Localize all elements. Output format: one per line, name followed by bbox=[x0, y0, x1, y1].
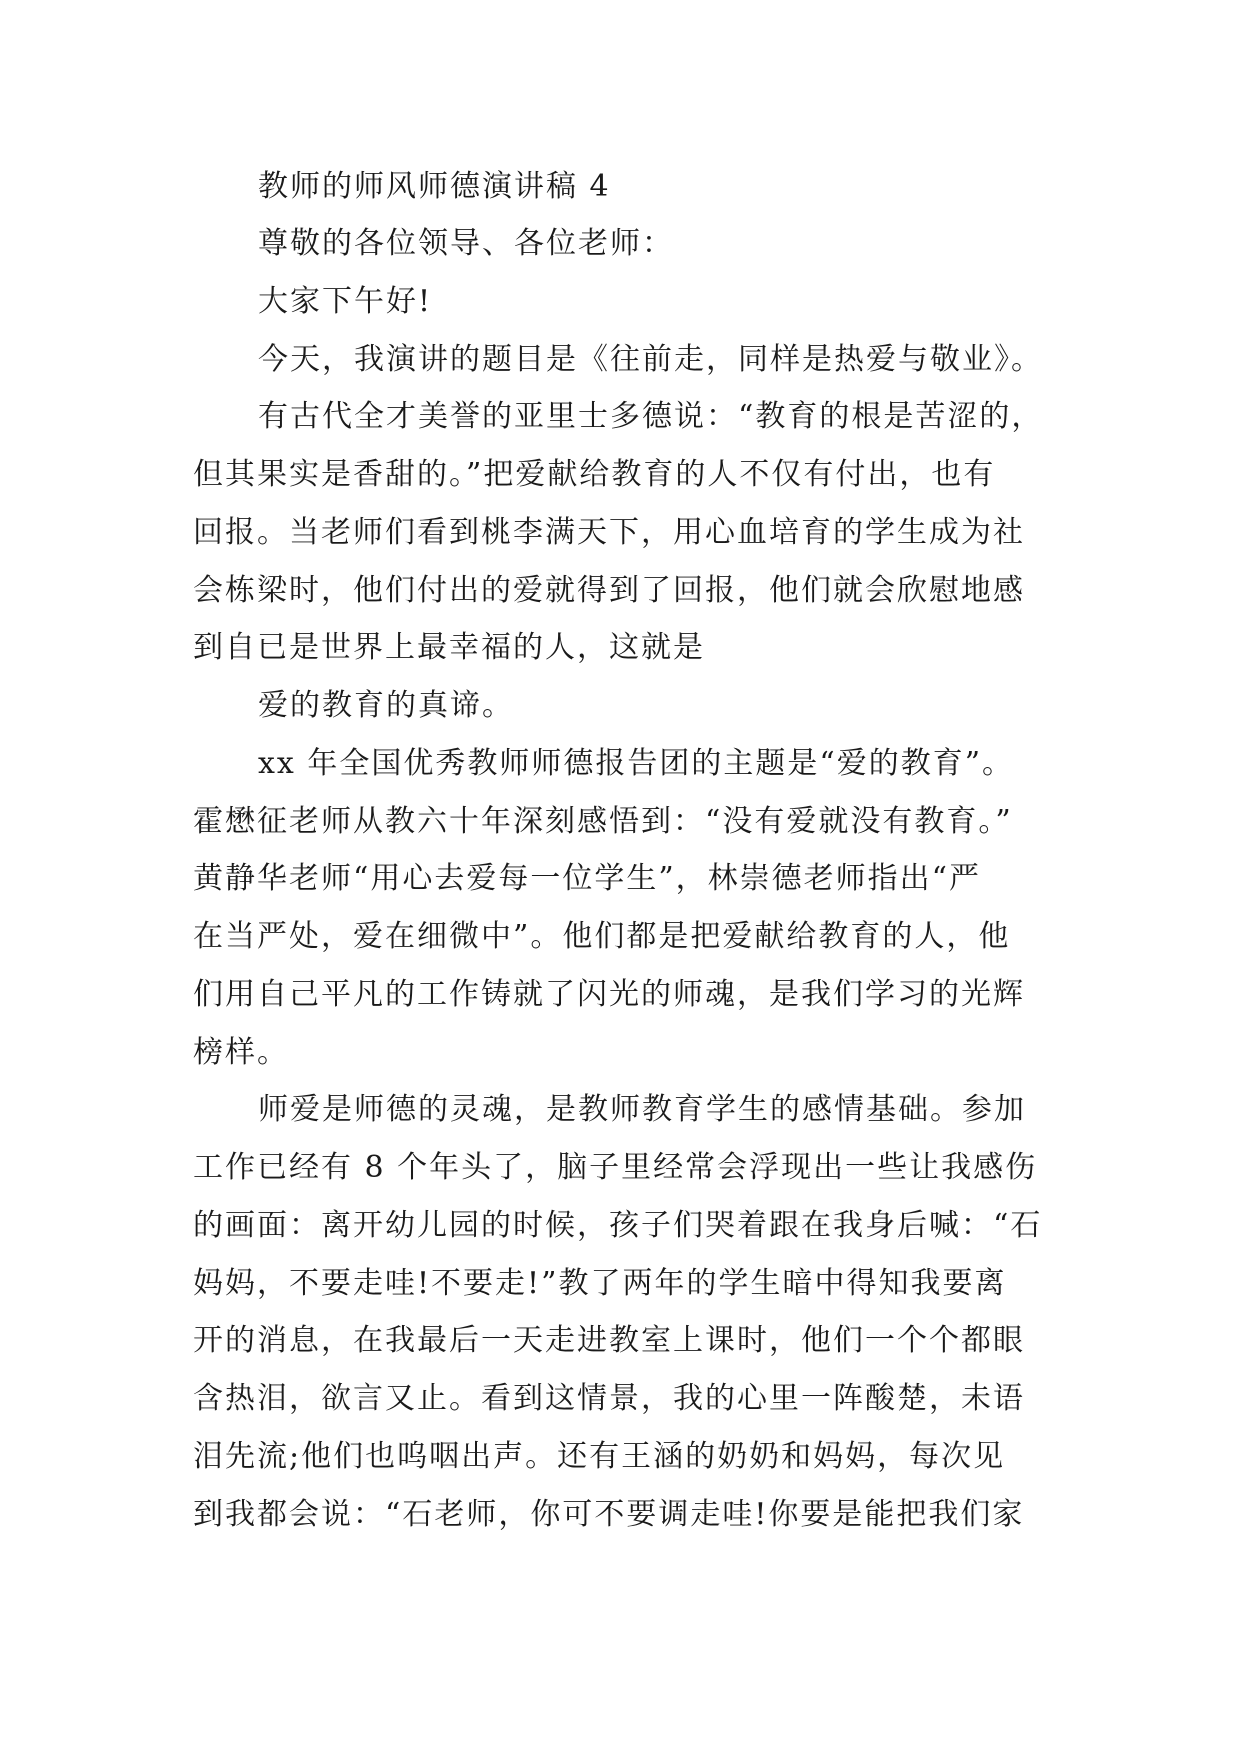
text-line: 今天，我演讲的题目是《往前走，同样是热爱与敬业》。 bbox=[258, 342, 1043, 377]
text-line: 含热泪，欲言又止。看到这情景，我的心里一阵酸楚，未语 bbox=[193, 1381, 1025, 1416]
text-line: 泪先流;他们也呜咽出声。还有王涵的奶奶和妈妈，每次见 bbox=[193, 1439, 1006, 1474]
text-line: 爱的教育的真谛。 bbox=[258, 688, 514, 723]
text-line: 霍懋征老师从教六十年深刻感悟到：“没有爱就没有教育。” bbox=[193, 804, 1013, 839]
text-line: 工作已经有 8 个年头了，脑子里经常会浮现出一些让我感伤 bbox=[193, 1150, 1038, 1185]
text-line: 到自已是世界上最幸福的人，这就是 bbox=[193, 630, 705, 665]
text-line: 开的消息，在我最后一天走进教室上课时，他们一个个都眼 bbox=[193, 1323, 1025, 1358]
text-line: 有古代全才美誉的亚里士多德说：“教育的根是苦涩的， bbox=[258, 399, 1044, 434]
document-title: 教师的师风师德演讲稿 4 bbox=[258, 169, 611, 204]
text-line: 的画面：离开幼儿园的时候，孩子们哭着跟在我身后喊：“石 bbox=[193, 1208, 1043, 1243]
text-line: 师爱是师德的灵魂，是教师教育学生的感情基础。参加 bbox=[258, 1092, 1026, 1127]
greeting-line: 大家下午好! bbox=[258, 284, 433, 319]
text-line: 们用自己平凡的工作铸就了闪光的师魂，是我们学习的光辉 bbox=[193, 977, 1025, 1012]
text-line: xx 年全国优秀教师师德报告团的主题是“爱的教育”。 bbox=[258, 746, 1015, 781]
text-line: 榜样。 bbox=[193, 1035, 289, 1070]
salutation-line: 尊敬的各位领导、各位老师： bbox=[258, 226, 674, 261]
text-line: 黄静华老师“用心去爱每一位学生”，林崇德老师指出“严 bbox=[193, 861, 982, 896]
text-line: 会栋梁时，他们付出的爱就得到了回报，他们就会欣慰地感 bbox=[193, 573, 1025, 608]
text-line: 在当严处，爱在细微中”。他们都是把爱献给教育的人，他 bbox=[193, 919, 1011, 954]
text-line: 回报。当老师们看到桃李满天下，用心血培育的学生成为社 bbox=[193, 515, 1025, 550]
text-line: 但其果实是香甜的。”把爱献给教育的人不仅有付出，也有 bbox=[193, 457, 996, 492]
text-line: 到我都会说：“石老师，你可不要调走哇!你要是能把我们家 bbox=[193, 1497, 1025, 1532]
text-line: 妈妈，不要走哇!不要走!”教了两年的学生暗中得知我要离 bbox=[193, 1266, 1007, 1301]
